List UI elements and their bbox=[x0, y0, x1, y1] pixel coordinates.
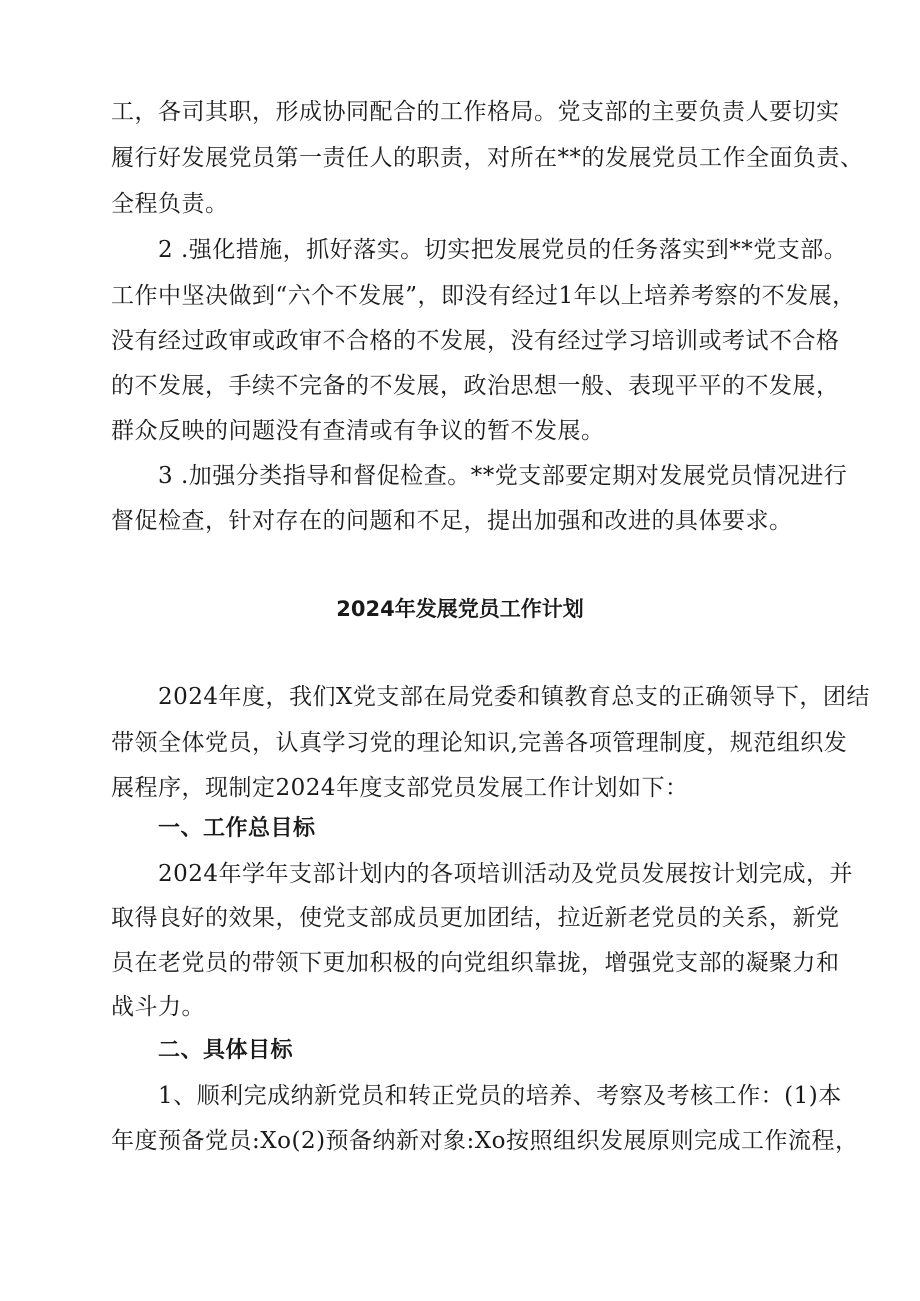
section-heading-1: 一、工作总目标 bbox=[158, 816, 316, 841]
paragraph-line: 没有经过政审或政审不合格的不发展，没有经过学习培训或考试不合格 bbox=[111, 328, 840, 354]
paragraph-line: 履行好发展党员第一责任人的职责，对所在**的发展党员工作全面负责、 bbox=[111, 145, 864, 171]
paragraph-line: 取得良好的效果，使党支部成员更加团结，拉近新老党员的关系，新党 bbox=[111, 905, 840, 931]
paragraph-line: 1、顺利完成纳新党员和转正党员的培养、考察及考核工作：(1)本 bbox=[158, 1083, 842, 1109]
intro-line: 2024年度，我们X党支部在局党委和镇教育总支的正确领导下，团结 bbox=[158, 684, 870, 710]
paragraph-line: 的不发展，手续不完备的不发展，政治思想一般、表现平平的不发展， bbox=[111, 373, 840, 399]
list-item-2-line: 2 .强化措施，抓好落实。切实把发展党员的任务落实到**党支部。 bbox=[158, 237, 848, 263]
paragraph-line: 年度预备党员:Xo(2)预备纳新对象:Xo按照组织发展原则完成工作流程， bbox=[111, 1128, 859, 1154]
paragraph-line: 工，各司其职，形成协同配合的工作格局。党支部的主要负责人要切实 bbox=[111, 99, 840, 125]
document-title: 2024年发展党员工作计划 bbox=[336, 597, 584, 621]
paragraph-line: 员在老党员的带领下更加积极的向党组织靠拢，增强党支部的凝聚力和 bbox=[111, 950, 840, 976]
paragraph-line: 展程序，现制定2024年度支部党员发展工作计划如下： bbox=[111, 775, 689, 801]
paragraph-line: 2024年学年支部计划内的各项培训活动及党员发展按计划完成，并 bbox=[158, 861, 854, 887]
paragraph-line: 战斗力。 bbox=[111, 994, 205, 1020]
paragraph-line: 督促检查，针对存在的问题和不足，提出加强和改进的具体要求。 bbox=[111, 508, 793, 534]
list-item-3-line: 3 .加强分类指导和督促检查。**党支部要定期对发展党员情况进行 bbox=[158, 463, 848, 489]
section-heading-2: 二、具体目标 bbox=[158, 1038, 294, 1063]
paragraph-line: 全程负责。 bbox=[111, 191, 229, 217]
paragraph-line: 带领全体党员，认真学习党的理论知识,完善各项管理制度，规范组织发 bbox=[111, 730, 848, 756]
paragraph-line: 工作中坚决做到“六个不发展”，即没有经过1年以上培养考察的不发展， bbox=[111, 283, 856, 309]
paragraph-line: 群众反映的问题没有查清或有争议的暂不发展。 bbox=[111, 418, 605, 444]
